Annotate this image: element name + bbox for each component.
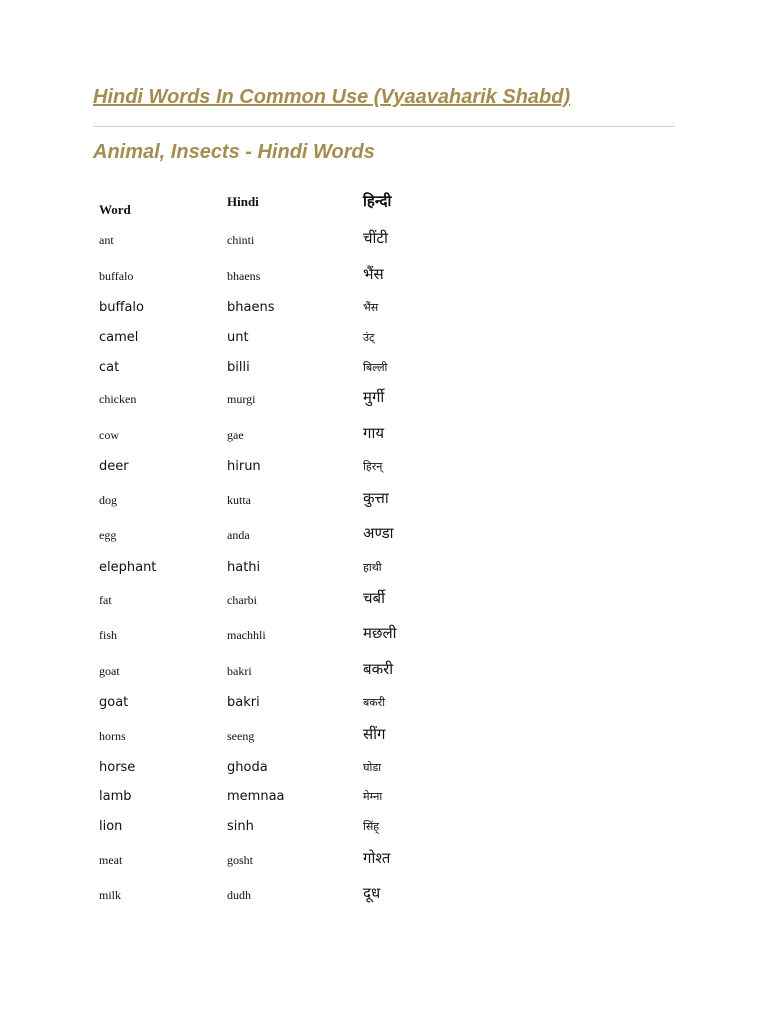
table-row-devanagari: बकरी (363, 660, 394, 678)
table-row-hindi: memnaa (227, 789, 285, 804)
table-row-hindi: charbi (227, 593, 257, 607)
header-devanagari: हिन्दी (363, 192, 392, 210)
table-row-devanagari: गोश्त (363, 849, 391, 867)
table-row-hindi: gae (227, 428, 244, 442)
table-row-devanagari: अण्डा (363, 524, 394, 542)
table-row-devanagari: घोडा (363, 761, 382, 774)
table-row-hindi: dudh (227, 888, 251, 902)
table-row-hindi: chinti (227, 233, 255, 247)
table-row-devanagari: बकरी (363, 696, 386, 709)
table-row-hindi: machhli (227, 628, 266, 642)
table-row-word: camel (99, 330, 139, 345)
table-row-word: deer (99, 459, 129, 474)
table-row-devanagari: चर्बी (363, 589, 385, 607)
table-row-hindi: bhaens (227, 269, 261, 283)
table-row-word: fat (99, 593, 112, 607)
table-row-devanagari: चींटी (363, 229, 388, 247)
table-row-word: horse (99, 760, 136, 775)
table-row-hindi: bhaens (227, 300, 275, 315)
table-row-hindi: ghoda (227, 760, 268, 775)
table-row-devanagari: कुत्ता (363, 489, 389, 507)
table-row-devanagari: दूध (363, 884, 381, 902)
table-row-word: horns (99, 729, 126, 743)
section-heading: Animal, Insects - Hindi Words (93, 141, 375, 163)
table-row-devanagari: उंट् (363, 331, 375, 344)
table-row-word: milk (99, 888, 122, 902)
table-row-hindi: hathi (227, 560, 261, 575)
table-row-word: chicken (99, 392, 137, 406)
table-row-word: cow (99, 428, 119, 442)
table-row-word: buffalo (99, 269, 134, 283)
table-row-devanagari: गाय (363, 424, 385, 442)
table-row-hindi: billi (227, 360, 250, 375)
table-row-devanagari: मुर्गी (363, 388, 385, 406)
header-word: Word (99, 202, 131, 217)
table-row-hindi: sinh (227, 819, 254, 834)
table-row-hindi: kutta (227, 493, 251, 507)
table-row-hindi: bakri (227, 664, 252, 678)
table-row-word: goat (99, 695, 129, 710)
table-row-word: meat (99, 853, 123, 867)
table-row-hindi: gosht (227, 853, 254, 867)
table-row-word: goat (99, 664, 120, 678)
table-row-devanagari: मछली (363, 624, 397, 642)
table-row-hindi: anda (227, 528, 250, 542)
table-row-devanagari: भैंस (363, 301, 379, 314)
table-row-devanagari: हाथी (363, 561, 382, 574)
table-row-word: egg (99, 528, 117, 542)
table-row-devanagari: मेम्ना (363, 790, 383, 803)
table-row-word: elephant (99, 560, 157, 575)
header-hindi: Hindi (227, 194, 259, 209)
table-row-hindi: unt (227, 330, 249, 345)
table-row-hindi: bakri (227, 695, 260, 710)
table-row-word: fish (99, 628, 117, 642)
page-title[interactable]: Hindi Words In Common Use (Vyaavaharik Shabd) (93, 86, 571, 108)
table-row-word: buffalo (99, 300, 144, 315)
table-row-hindi: murgi (227, 392, 256, 406)
table-row-word: ant (99, 233, 114, 247)
table-row-word: lamb (99, 789, 132, 804)
table-row-word: cat (99, 360, 120, 375)
table-row-devanagari: सिंह् (363, 820, 380, 833)
table-row-devanagari: हिरन् (363, 460, 383, 473)
table-row-devanagari: सींग (363, 725, 386, 743)
table-row-hindi: seeng (227, 729, 255, 743)
table-row-devanagari: बिल्ली (363, 361, 388, 374)
table-row-word: lion (99, 819, 123, 834)
table-row-word: dog (99, 493, 117, 507)
table-row-devanagari: भैंस (363, 265, 384, 283)
table-row-hindi: hirun (227, 459, 261, 474)
